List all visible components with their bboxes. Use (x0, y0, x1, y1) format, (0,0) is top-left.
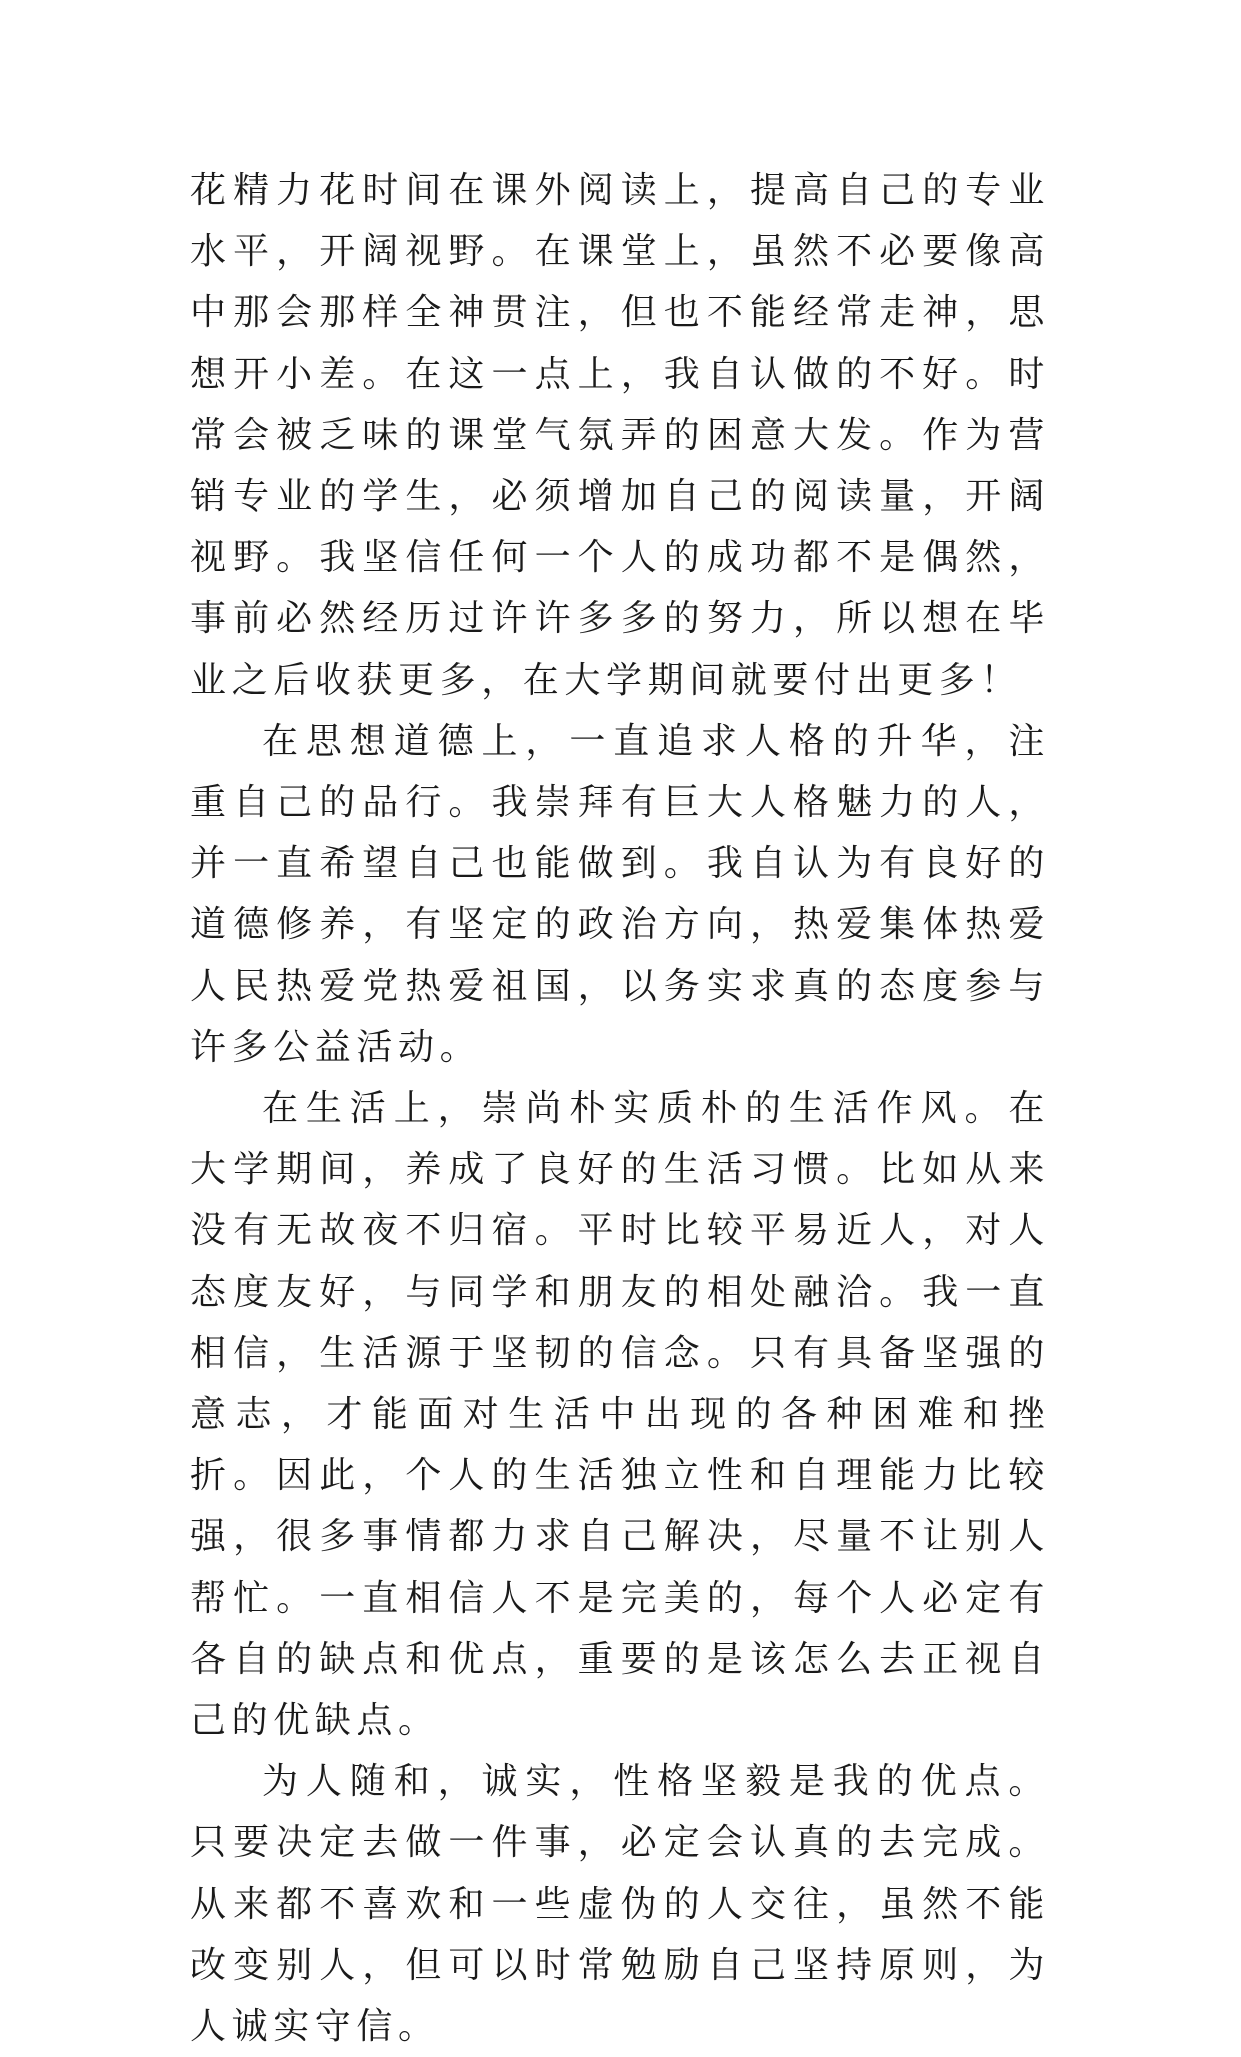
paragraph-study-reading: 花精力花时间在课外阅读上，提高自己的专业水平，开阔视野。在课堂上，虽然不必要像高中那会那样全神贯注，但也不能经常走神，思想开小差。在这一点上，我自认做的不好。时常会被乏味的课堂气氛弄的困意大发。作为营销专业的学生，必须增加自己的阅读量，开阔视野。我坚信任何一个人的成功都不是偶然，事前必然经历过许许多多的努力，所以想在毕业之后收获更多，在大学期间就要付出更多！ (190, 170, 1050, 701)
paragraph-moral-character: 在思想道德上，一直追求人格的升华，注重自己的品行。我崇拜有巨大人格魅力的人，并一直希望自己也能做到。我自认为有良好的道德修养，有坚定的政治方向，热爱集体热爱人民热爱党热爱祖国，以务实求真的态度参与许多公益活动。 (190, 720, 1050, 1068)
document-body (190, 160, 1050, 2057)
paragraph-daily-life: 在生活上，崇尚朴实质朴的生活作风。在大学期间，养成了良好的生活习惯。比如从来没有无故夜不归宿。平时比较平易近人，对人态度友好，与同学和朋友的相处融洽。我一直相信，生活源于坚韧的信念。只有具备坚强的意志，才能面对生活中出现的各种困难和挫折。因此，个人的生活独立性和自理能力比较强，很多事情都力求自己解决，尽量不让别人帮忙。一直相信人不是完美的，每个人必定有各自的缺点和优点，重要的是该怎么去正视自己的优缺点。 (190, 1088, 1050, 1742)
paragraph-personality: 为人随和，诚实，性格坚毅是我的优点。只要决定去做一件事，必定会认真的去完成。从来都不喜欢和一些虚伪的人交往，虽然不能改变别人，但可以时常勉励自己坚持原则，为人诚实守信。 (190, 1761, 1050, 2048)
